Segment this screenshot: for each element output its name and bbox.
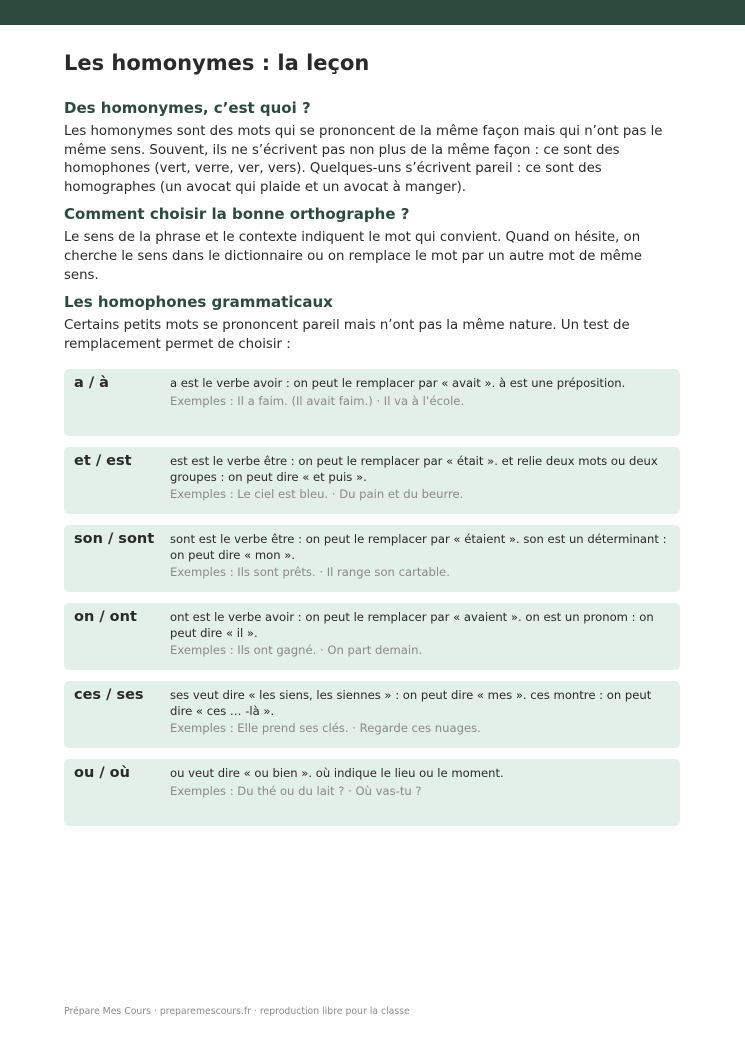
homophone-examples: Exemples : Ils sont prêts. · Il range son cartable.	[170, 565, 450, 580]
homophone-row-et	[64, 447, 680, 514]
homophone-examples: Exemples : Il a faim. (Il avait faim.) · Il va à l’école.	[170, 393, 465, 408]
homophone-rule: est est le verbe être : on peut le remplacer par « était ». et relie deux mots ou deux groupes : on peut dire « et puis ».	[170, 454, 658, 484]
homophone-row-ces	[64, 681, 680, 748]
homophone-term: son / sont	[74, 531, 155, 548]
homophone-row-son	[64, 525, 680, 592]
homophone-examples: Exemples : Elle prend ses clés. · Regarde ces nuages.	[170, 721, 481, 736]
homophone-row-on	[64, 603, 680, 670]
homophone-term: a / à	[74, 375, 109, 392]
homophone-rule: a est le verbe avoir : on peut le remplacer par « avait ». à est une préposition.	[170, 376, 626, 391]
homophone-row-a	[64, 369, 680, 436]
homophone-term: et / est	[74, 453, 132, 470]
section-text-grammatical: Certains petits mots se prononcent pareil mais n’ont pas la même nature. Un test de remplacement permet de choisir :	[64, 318, 630, 352]
homophone-row-ou	[64, 759, 680, 826]
section-text-definition: Les homonymes sont des mots qui se prononcent de la même façon mais qui n’ont pas le même sens. Souvent, ils ne s’écrivent pas non plus de la même façon : ce sont des homophones (vert, verre, ver, vers). Quelques-uns s’écrivent pareil : ce sont des homographes (un avocat qui plaide et un avocat à manger).	[64, 124, 663, 195]
homophone-term: ces / ses	[74, 687, 144, 704]
homophone-rule: ses veut dire « les siens, les siennes » : on peut dire « mes ». ces montre : on peut dire « ces … -là ».	[170, 688, 652, 718]
section-heading-grammatical: Les homophones grammaticaux	[64, 293, 333, 312]
lesson-content	[64, 25, 680, 837]
homophone-rule: sont est le verbe être : on peut le remplacer par « étaient ». son est un déterminant : on peut dire « mon ».	[170, 532, 667, 562]
homophone-term: on / ont	[74, 609, 137, 626]
homophone-list	[64, 369, 680, 826]
section-text-spelling: Le sens de la phrase et le contexte indiquent le mot qui convient. Quand on hésite, on cherche le sens dans le dictionnaire ou on remplace le mot par un autre mot de même sens.	[64, 230, 642, 283]
homophone-examples: Exemples : Du thé ou du lait ? · Où vas-tu ?	[170, 783, 422, 798]
page-footer: Prépare Mes Cours · preparemescours.fr · reproduction libre pour la classe	[64, 1006, 410, 1017]
page-title: Les homonymes : la leçon	[64, 51, 370, 75]
homophone-rule: ou veut dire « ou bien ». où indique le lieu ou le moment.	[170, 766, 504, 781]
homophone-rule: ont est le verbe avoir : on peut le remplacer par « avaient ». on est un pronom : on peut dire « il ».	[170, 610, 654, 640]
section-heading-spelling: Comment choisir la bonne orthographe ?	[64, 205, 410, 224]
homophone-term: ou / où	[74, 765, 130, 782]
homophone-examples: Exemples : Le ciel est bleu. · Du pain et du beurre.	[170, 487, 464, 502]
top-banner	[0, 0, 745, 25]
homophone-examples: Exemples : Ils ont gagné. · On part demain.	[170, 643, 423, 658]
section-heading-definition: Des homonymes, c’est quoi ?	[64, 99, 311, 117]
